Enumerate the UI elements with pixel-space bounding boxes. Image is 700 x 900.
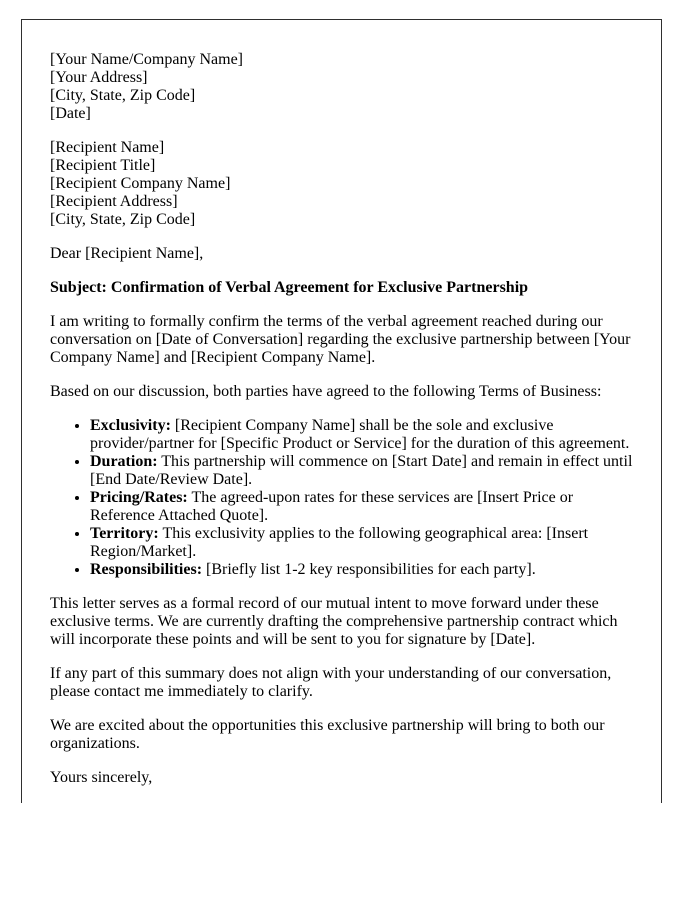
sender-city-line: [City, State, Zip Code] [50, 87, 196, 104]
letter-document [21, 19, 662, 803]
sender-address-line: [Your Address] [50, 69, 148, 86]
term-label: Territory: [90, 525, 159, 542]
clarify-paragraph: If any part of this summary does not align with your understanding of our conversation, please contact me immediately to clarify. [50, 665, 612, 700]
term-text: [Briefly list 1-2 key responsibilities for each party]. [206, 561, 536, 578]
record-paragraph: This letter serves as a formal record of our mutual intent to move forward under these exclusive terms. We are currently drafting the comprehensive partnership contract which will incorporate these points and will be sent to you for signature by [Date]. [50, 595, 618, 648]
subject-line: Subject: Confirmation of Verbal Agreement for Exclusive Partnership [50, 279, 529, 296]
closing-line: Yours sincerely, [50, 769, 153, 786]
recipient-title-line: [Recipient Title] [50, 157, 156, 174]
recipient-name-line: [Recipient Name] [50, 139, 165, 156]
sender-name-line: [Your Name/Company Name] [50, 51, 244, 68]
term-label: Duration: [90, 453, 158, 470]
excited-paragraph: We are excited about the opportunities this exclusive partnership will bring to both our organizations. [50, 717, 605, 752]
term-text: This partnership will commence on [Start Date] and remain in effect until [End Date/Review Date]. [90, 453, 633, 488]
term-label: Responsibilities: [90, 561, 203, 578]
term-item-responsibilities [90, 561, 633, 579]
intro-paragraph: I am writing to formally confirm the terms of the verbal agreement reached during our conversation on [Date of Conversation] regarding the exclusive partnership between [Your Company Name] and [Recipient Company Name]. [50, 313, 631, 366]
term-label: Pricing/Rates: [90, 489, 188, 506]
recipient-address-line: [Recipient Address] [50, 193, 178, 210]
term-item-duration [90, 453, 633, 489]
recipient-city-line: [City, State, Zip Code] [50, 211, 196, 228]
term-item-territory [90, 525, 633, 561]
sender-address-block [50, 51, 633, 123]
terms-intro-paragraph: Based on our discussion, both parties have agreed to the following Terms of Business: [50, 383, 602, 400]
date-line: [Date] [50, 105, 91, 122]
recipient-address-block [50, 139, 633, 229]
term-item-pricing [90, 489, 633, 525]
term-text: This exclusivity applies to the following geographical area: [Insert Region/Market]. [90, 525, 589, 560]
recipient-company-line: [Recipient Company Name] [50, 175, 231, 192]
term-text: [Recipient Company Name] shall be the sole and exclusive provider/partner for [Specific Product or Service] for the duration of this agreement. [90, 417, 630, 452]
term-item-exclusivity [90, 417, 633, 453]
salutation: Dear [Recipient Name], [50, 245, 204, 262]
term-text: The agreed-upon rates for these services are [Insert Price or Reference Attached Quote]. [90, 489, 574, 524]
terms-list [50, 417, 633, 579]
term-label: Exclusivity: [90, 417, 171, 434]
